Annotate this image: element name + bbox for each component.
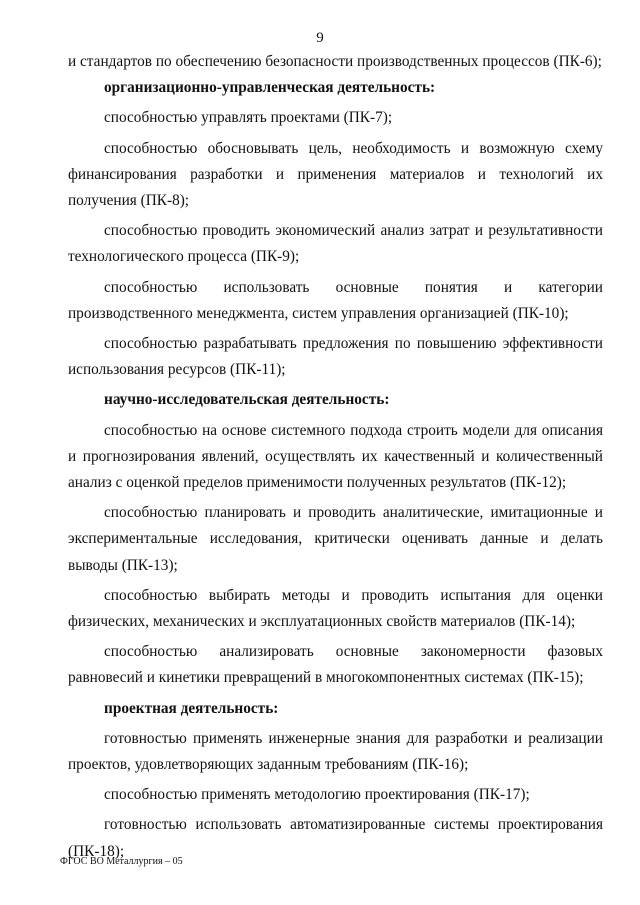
paragraph-pk17: способностью применять методологию проектирования (ПК-17); <box>104 786 530 804</box>
document-body <box>68 49 603 865</box>
section-heading-research: научно-исследовательская деятельность: <box>104 391 390 409</box>
paragraph-pk11: способностью разрабатывать предложения по повышению эффективности использования ресурсов (ПК-11); <box>68 335 603 379</box>
paragraph-pk15: способностью анализировать основные закономерности фазовых равновесий и кинетики превращений в многокомпонентных системах (ПК-15); <box>68 643 603 687</box>
paragraph-pk16: готовностью применять инженерные знания для разработки и реализации проектов, удовлетворяющих заданным требованиям (ПК-16); <box>68 729 603 774</box>
section-heading-design: проектная деятельность: <box>104 699 279 717</box>
paragraph-pk14: способностью выбирать методы и проводить испытания для оценки физических, механических и эксплуатационных свойств материалов (ПК-14); <box>68 586 603 631</box>
section-heading-organizational: организационно-управленческая деятельность: <box>104 79 436 97</box>
paragraph-pk13: способностью планировать и проводить аналитические, имитационные и экспериментальные исследования, критически оценивать данные и делать выводы (ПК-13); <box>68 504 603 574</box>
footer-note: ФГОС ВО Металлургия – 05 <box>60 856 183 867</box>
paragraph-pk7: способностью управлять проектами (ПК-7); <box>104 109 393 127</box>
paragraph-pk12: способностью на основе системного подхода строить модели для описания и прогнозирования явлений, осуществлять их качественный и количественный анализ с оценкой пределов применимости полученных результатов (ПК-12); <box>68 421 603 492</box>
paragraph-pk9: способностью проводить экономический анализ затрат и результативности технологического процесса (ПК-9); <box>68 222 603 266</box>
paragraph-pk6-tail: и стандартов по обеспечению безопасности производственных процессов (ПК-6); <box>68 53 602 70</box>
page-number: 9 <box>316 30 324 46</box>
paragraph-pk8: способностью обосновывать цель, необходимость и возможную схему финансирования разработки и применения материалов и технологий их получения (ПК-8); <box>68 139 603 210</box>
paragraph-pk10: способностью использовать основные понятия и категории производственного менеджмента, систем управления организацией (ПК-10); <box>68 278 603 322</box>
paragraph-pk18: готовностью использовать автоматизированные системы проектирования (ПК-18); <box>68 816 603 860</box>
